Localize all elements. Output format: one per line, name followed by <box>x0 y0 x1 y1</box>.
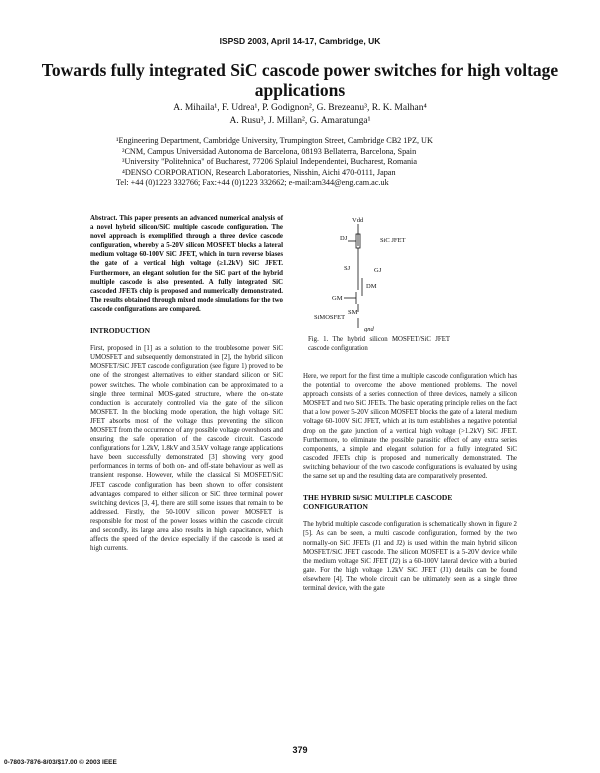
conference-header: ISPSD 2003, April 14-17, Cambridge, UK <box>219 36 381 46</box>
cascode-circuit-diagram <box>300 212 490 332</box>
affiliation-2: ²CNM, Campus Universidad Autonoma de Barcelona, 08193 Bellaterra, Barcelona, Spain <box>122 146 417 156</box>
page-number: 379 <box>292 745 308 755</box>
paper-title: Towards fully integrated SiC cascode power switches for high voltage applications <box>41 60 559 100</box>
affiliation-4: ⁴DENSO CORPORATION, Research Laboratories, Nisshin, Aichi 470-0111, Japan <box>122 167 396 177</box>
affiliations <box>116 136 516 189</box>
affiliation-3: ³University "Politehnica" of Bucharest, 77206 Splaiul Independentei, Bucharest, Romania <box>122 157 417 167</box>
abstract: Abstract. This paper presents an advanced numerical analysis of a novel hybrid silicon/SiC multiple cascode configuration. The novel approach is exemplified through a three device cascode configuration, whereby a 5-20V silicon MOSFET blocks a lateral medium voltage 60-100V SiC JFET, which in turn reverse biases the gate of a vertical high voltage (≥1.2kV) SiC JFET. Furthermore, an elegant solution for the SiC part of the hybrid multiple cascode is also presented. A fully integrated SiC cascoded JFETs chip is proposed and numerically demonstrated. The results obtained through mixed mode simulations for the two cascode configurations are compared. <box>90 215 283 313</box>
label-si-mosfet: SiMOSFET <box>314 314 346 321</box>
contact-line: Tel: +44 (0)1223 332766; Fax:+44 (0)1223 332662; e-mail:am344@eng.cam.ac.uk <box>116 178 389 188</box>
section-2-text: The hybrid multiple cascode configuration is schematically shown in figure 2 [5]. As can be seen, a multi cascode configuration, formed by the two normally-on SiC JFETs (J1 and J2) is used within the main hybrid silicon MOSFET/SiC JFET cascode. The silicon MOSFET is a 5-20V device while the medium voltage SiC JFET (J2) is a 60-100V lateral device with a buried gate. For the high voltage 1.2kV SiC JFET (J1) details can be found elsewhere [4]. The whole circuit can be ultimately seen as a single three terminal device, with the gate <box>303 521 517 592</box>
authors-line-1: A. Mihaila¹, F. Udrea¹, P. Godignon², G. Brezeanu³, R. K. Malhan⁴ <box>173 103 427 113</box>
intro-heading: INTRODUCTION <box>90 326 151 336</box>
affiliation-1: ¹Engineering Department, Cambridge University, Trumpington Street, Cambridge CB2 1PZ, UK <box>116 136 433 145</box>
left-column <box>90 214 283 553</box>
copyright-footer: 0-7803-7876-8/03/$17.00 © 2003 IEEE <box>4 759 117 766</box>
label-dm: DM <box>366 283 377 290</box>
right-column <box>303 372 517 593</box>
label-gm: GM <box>332 295 343 302</box>
figure-1-caption: Fig. 1. The hybrid silicon MOSFET/SiC JFET cascode configuration <box>308 336 450 352</box>
label-sj: SJ <box>344 265 351 272</box>
right-intro-text: Here, we report for the first time a multiple cascode configuration which has the potential to overcome the above mentioned problems. The novel approach consists of a series connection of three devices, namely a silicon MOSFET and two SiC JFETs. The basic operating principle relies on the fact that a low power 5-20V silicon MOSFET blocks the gate of a lateral medium voltage 60-100V SiC JFET, which at its turn establishes a negative potential drop on the gate junction of a vertical high voltage (>1.2kV) SiC JFET. Furthermore, to eliminate the possible parasitic effect of any extra series components, a simple and elegant solution for a fully integrated SiC cascoded JFETs chip is proposed and numerically demonstrated. The switching behaviour of the two cascode configurations is evaluated by using the same set up and the resulting data are comparatively presented. <box>303 373 517 481</box>
authors-line-2: A. Rusu³, J. Millan², G. Amaratunga¹ <box>229 116 371 126</box>
label-gnd: gnd <box>364 326 374 332</box>
label-sm: SM <box>348 309 358 316</box>
label-dj: DJ <box>340 235 348 242</box>
intro-text: First, proposed in [1] as a solution to the troublesome power SiC UMOSFET and subsequently demonstrated in [2], the hybrid silicon MOSFET/SiC JFET cascode configuration (see figure 1) proved to be one of the strongest alternatives to either standard silicon or SiC power switches. The whole combination can be approximated to a single three terminal MOS-gated structure, where the on-state conduction is accurately controlled via the gate of the silicon MOSFET. In the blocking mode operation, the high voltage SiC JFET absorbs most of the voltage thus preventing the silicon MOSFET from the occurrence of any possible voltage overshoots and ensuring the safe operation of the cascode circuit. Cascode configurations for 1.2kV, 1.8kV and 3.5kV voltage range applications have been successfully demonstrated [3] showing very good performances in terms of both on- and off-state behaviour as well as transient response. However, while the classical Si MOSFET/SiC JFET cascode configuration has been shown to offer consistent advantages compared to either silicon or SiC three terminal power switching devices [3, 4], there are still some issues that remain to be addressed. Firstly, the 50-100V silicon power MOSFET is responsible for most of the power losses within the cascode circuit and secondly, its large area also results in high capacitance, which affects the speed of the device especially if the cascode is used at high currents. <box>90 345 283 553</box>
label-gj: GJ <box>374 267 382 274</box>
author-list <box>90 102 510 128</box>
label-vdd: Vdd <box>352 217 364 224</box>
figure-1-schematic <box>300 212 490 332</box>
section-2-heading: THE HYBRID Si/SiC MULTIPLE CASCODE CONFIGURATION <box>303 493 453 512</box>
label-sic-jfet: SiC JFET <box>380 237 406 244</box>
